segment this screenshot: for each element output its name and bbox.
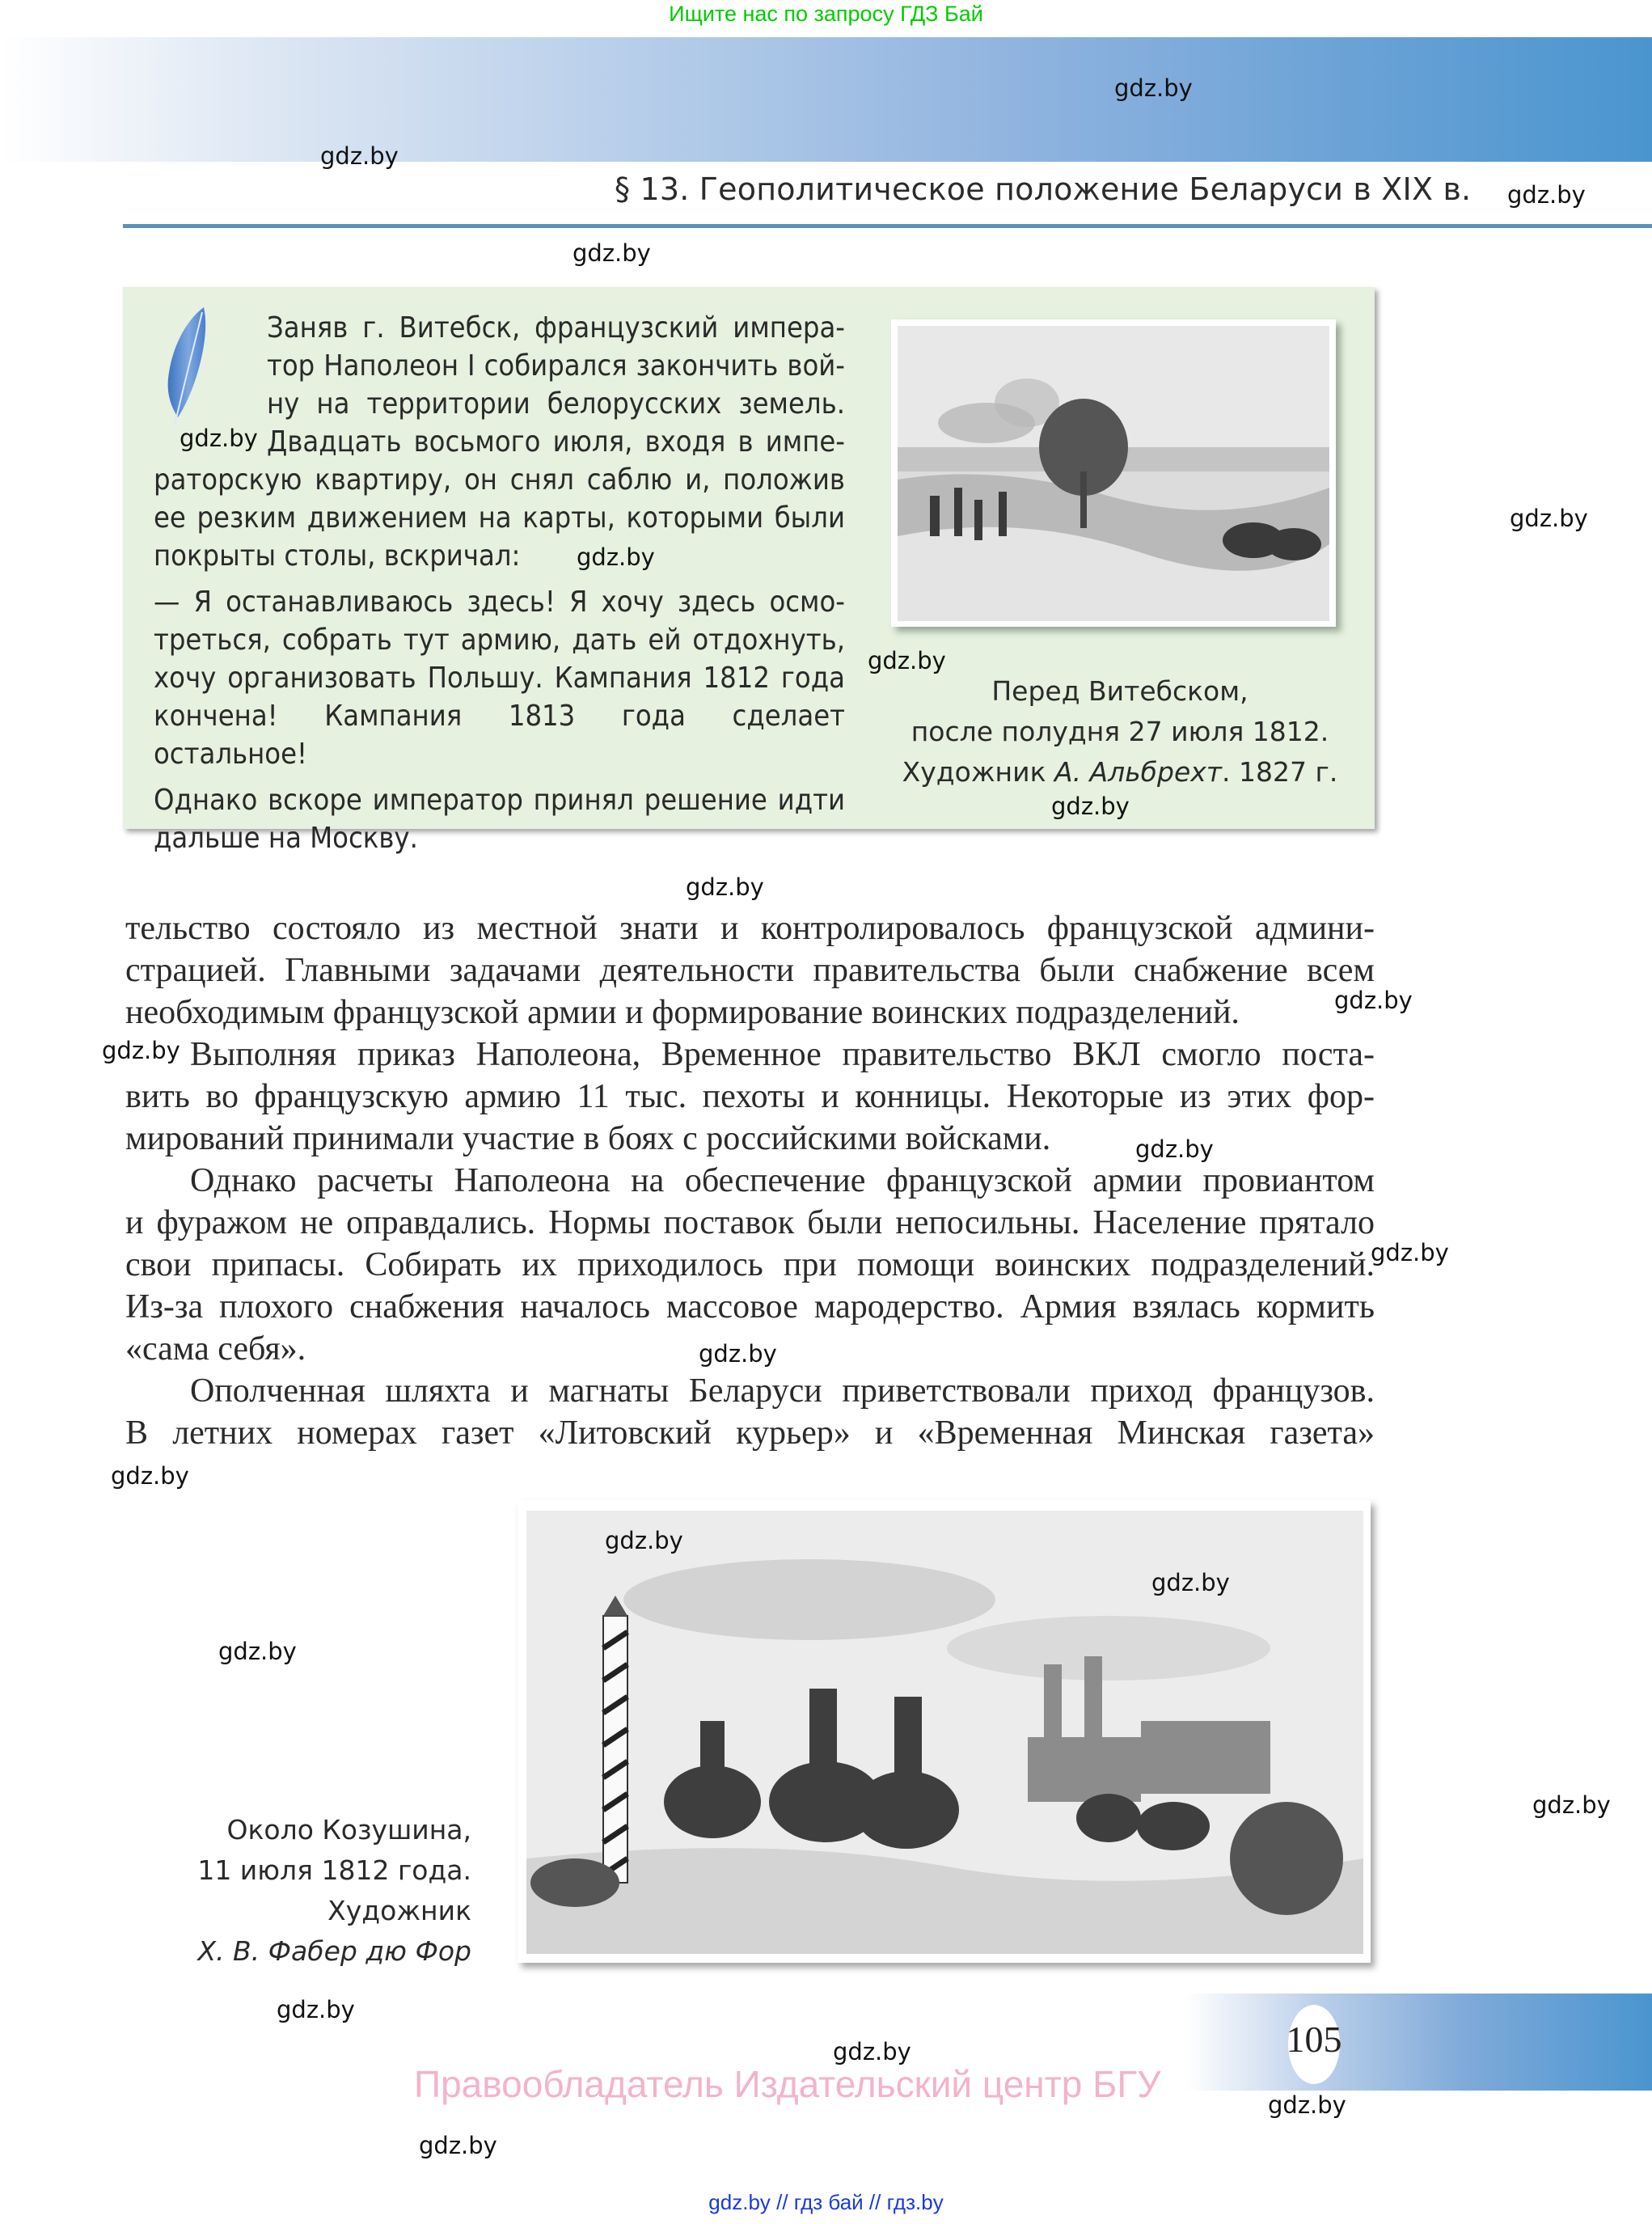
watermark: gdz.by [605,1527,683,1554]
quote-line: тор Наполеон I собирался закончить вой- [267,349,845,383]
body-line: тельство состояло из местной знати и контролировалось французской админи- [125,910,1375,947]
body-line: Ополченная шляхта и магнаты Беларуси приветствовали приход французов. [190,1372,1375,1410]
body-line: Однако расчеты Наполеона на обеспечение французской армии провиантом [190,1162,1375,1199]
caption-line: 11 июля 1812 года. [197,1854,471,1886]
quote-line: Однако вскоре император принял решение идти [154,784,845,817]
body-line: «сама себя». [125,1330,306,1368]
watermark: gdz.by [180,425,258,452]
quote-line: треться, собрать тут армию, дать ей отдохнуть, [154,624,845,657]
caption-line: Художник [327,1895,471,1926]
watermark: gdz.by [833,2038,911,2065]
painting-kozushino-image [526,1511,1363,1954]
quote-line: Заняв г. Витебск, французский импера- [267,311,845,345]
watermark: gdz.by [1510,505,1588,532]
watermark: gdz.by [1051,793,1130,820]
caption-author: А. Альбрехт [1054,756,1223,788]
body-text [125,907,1375,1454]
caption-prefix: Художник [902,756,1054,788]
footer-gradient-band [1185,1994,1652,2091]
search-notice: Ищите нас по запросу ГДЗ Бай [669,2,983,26]
body-line: Выполняя приказ Наполеона, Временное правительство ВКЛ смогло поста- [190,1036,1375,1073]
watermark: gdz.by [102,1037,180,1064]
page-number: 105 [1286,2019,1342,2060]
page-title: § 13. Геополитическое положение Беларуси в XIX в. [615,171,1472,207]
watermark: gdz.by [572,239,651,267]
caption-line: после полудня 27 июля 1812. [911,716,1329,747]
body-line: и фуражом не оправдались. Нормы поставок были непосильны. Население прятало [125,1204,1375,1241]
watermark: gdz.by [218,1638,297,1665]
quote-line: — Я останавливаюсь здесь! Я хочу здесь осмо- [154,586,845,619]
watermark: gdz.by [1507,181,1586,209]
watermark: gdz.by [699,1340,777,1368]
header-gradient-band [0,37,1652,162]
watermark: gdz.by [419,2132,497,2159]
watermark: gdz.by [686,873,764,901]
watermark: gdz.by [1151,1569,1230,1596]
quote-line: Двадцать восьмого июля, входя в импе- [267,425,845,459]
caption-line [881,752,1358,793]
quote-line: покрыты столы, вскричал: [154,539,521,573]
watermark: gdz.by [111,1462,189,1490]
quote-line: раторскую квартиру, он снял саблю и, положив [154,463,845,497]
quote-line: ну на территории белорусских земель. [267,387,845,421]
quote-line: дальше на Москву. [154,822,418,855]
body-line: необходимым французской армии и формирование воинских подразделений. [125,994,1240,1031]
body-line: свои припасы. Собирать их приходилось при помощи воинских подразделений. [125,1246,1375,1283]
quote-line: хочу организовать Польшу. Кампания 1812 года [154,662,845,695]
watermark: gdz.by [868,647,946,674]
painting-caption [881,671,1358,793]
painting-caption [154,1810,471,1972]
painting-vitebsk-image [898,326,1329,621]
body-line: Из-за плохого снабжения началось массовое мародерство. Армия взялась кормить [125,1288,1375,1326]
caption-line [154,1931,471,1972]
watermark: gdz.by [1334,987,1413,1014]
watermark: gdz.by [1135,1135,1214,1163]
rights-holder-notice: Правообладатель Издательский центр БГУ [414,2063,1161,2105]
header-divider [123,224,1652,228]
caption-author: Х. В. Фабер дю Фор [197,1935,471,1967]
watermark: gdz.by [277,1996,355,2023]
body-line: мирований принимали участие в боях с российскими войсками. [125,1120,1051,1157]
site-links[interactable]: gdz.by // гдз бай // гдз.by [708,2190,944,2214]
caption-suffix: . 1827 г. [1222,756,1338,788]
watermark: gdz.by [1371,1239,1449,1266]
body-line: В летних номерах газет «Литовский курьер» и «Временная Минская газета» [125,1414,1375,1452]
watermark: gdz.by [577,543,655,571]
quote-line: кончена! Кампания 1813 года сделает остальное! [154,700,845,771]
caption-line: Около Козушина, [226,1814,471,1846]
quote-text [154,309,845,865]
caption-line: Перед Витебском, [991,675,1249,707]
body-line: вить во французскую армию 11 тыс. пехоты и конницы. Некоторые из этих фор- [125,1078,1375,1115]
watermark: gdz.by [1268,2091,1346,2119]
watermark: gdz.by [320,142,399,170]
watermark: gdz.by [1114,74,1193,102]
watermark: gdz.by [1532,1791,1611,1819]
body-line: страцией. Главными задачами деятельности правительства были снабжение всем [125,952,1375,989]
quote-line: ее резким движением на карты, которыми были [154,501,845,535]
